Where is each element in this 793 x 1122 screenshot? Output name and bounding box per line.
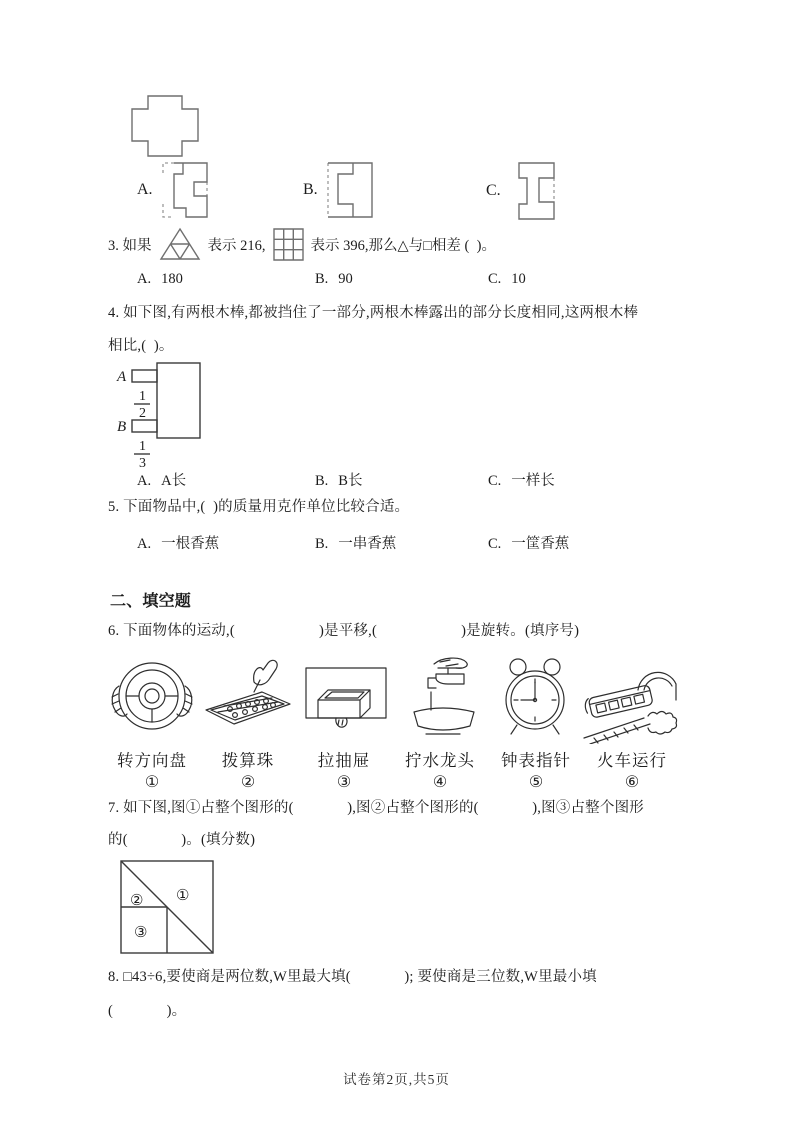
q4-option-c: C. 一样长 xyxy=(488,473,555,489)
q4-frac-a-den: 2 xyxy=(139,406,146,421)
q6-text: 6. 下面物体的运动,( )是平移,( )是旋转。(填序号) xyxy=(108,623,580,639)
q3-text-1: 3. 如果 xyxy=(108,237,152,254)
q2-option-b-label: B. xyxy=(303,181,318,198)
q6-item-drawer xyxy=(296,654,392,792)
q6-item-train xyxy=(584,654,680,792)
q3-option-c: C. 10 xyxy=(488,271,526,287)
q5-text: 5. 下面物品中,( )的质量用克作单位比较合适。 xyxy=(108,499,410,515)
q8-text-line1: 8. □43÷6,要使商是两位数,W里最大填( ); 要使商是三位数,W里最小填 xyxy=(108,969,597,985)
q7-label-1: ① xyxy=(176,888,190,904)
q7-square-figure xyxy=(120,860,214,954)
q6-item-abacus xyxy=(200,654,296,792)
q7-text-line1: 7. 如下图,图①占整个图形的( ),图②占整个图形的( ),图③占整个图形 xyxy=(108,800,644,816)
q6-caption-faucet: 拧水龙头 xyxy=(405,751,475,770)
q6-caption-abacus: 拨算珠 xyxy=(221,751,275,770)
q6-caption-steering-wheel: 转方向盘 xyxy=(117,751,187,770)
q2-shape-a xyxy=(162,162,208,218)
drawer-icon xyxy=(298,654,390,744)
q4-text-line2: 相比,( )。 xyxy=(108,338,174,354)
q7-text-line2: 的( )。(填分数) xyxy=(108,832,256,848)
q5-option-c: C. 一筐香蕉 xyxy=(488,536,570,552)
q6-number-6: ⑥ xyxy=(624,774,640,791)
q3-text-3: 表示 396,那么△与□相差 ( )。 xyxy=(310,237,496,254)
abacus-icon xyxy=(202,654,294,744)
q6-caption-drawer: 拉抽屉 xyxy=(317,751,371,770)
q2-option-c-label: C. xyxy=(486,182,501,199)
train-icon xyxy=(582,654,682,744)
q6-number-1: ① xyxy=(144,774,160,791)
page-footer: 试卷第2页,共5页 xyxy=(343,1072,450,1087)
q4-frac-a-num: 1 xyxy=(139,389,146,404)
q6-number-3: ③ xyxy=(336,774,352,791)
q6-item-steering-wheel xyxy=(104,654,200,792)
q2-option-b xyxy=(303,162,373,218)
q6-item-clock xyxy=(488,654,584,792)
q2-option-a xyxy=(137,162,208,218)
q2-shape-b xyxy=(327,162,373,218)
q6-item-faucet xyxy=(392,654,488,792)
section2-title: 二、填空题 xyxy=(110,593,192,610)
q6-number-2: ② xyxy=(240,774,256,791)
q6-caption-train: 火车运行 xyxy=(597,751,667,770)
q2-option-c xyxy=(486,162,556,220)
q3-text-line xyxy=(108,226,496,262)
q5-options xyxy=(137,532,569,553)
cross-shape-figure xyxy=(131,95,199,157)
q2-option-a-label: A. xyxy=(137,181,153,198)
q3-options xyxy=(137,271,526,288)
q6-caption-clock: 钟表指针 xyxy=(501,751,571,770)
q4-option-b: B. B长 xyxy=(315,473,363,489)
q4-stick-b-label: B xyxy=(117,419,127,435)
q4-sticks-figure xyxy=(112,356,224,472)
q4-text-line1: 4. 如下图,有两根木棒,都被挡住了一部分,两根木棒露出的部分长度相同,这两根木棒 xyxy=(108,305,639,321)
q4-frac-b-num: 1 xyxy=(139,439,146,454)
q6-figure-row xyxy=(104,654,680,792)
q3-text-2: 表示 216, xyxy=(207,237,266,254)
q7-label-2: ② xyxy=(130,893,144,909)
q2-shape-c xyxy=(510,162,556,220)
q4-frac-b-den: 3 xyxy=(139,456,146,471)
q7-label-3: ③ xyxy=(134,925,148,941)
q6-number-4: ④ xyxy=(432,774,448,791)
q3-option-b: B. 90 xyxy=(315,271,353,287)
q4-stick-a-label: A xyxy=(117,369,127,385)
q5-option-a: A. 一根香蕉 xyxy=(137,536,220,552)
alarm-clock-icon xyxy=(492,654,580,744)
q8-text-line2: ( )。 xyxy=(108,1003,187,1019)
steering-wheel-icon xyxy=(106,654,198,744)
q4-option-a: A. A长 xyxy=(137,473,187,489)
q4-options xyxy=(137,469,555,490)
q5-option-b: B. 一串香蕉 xyxy=(315,536,397,552)
faucet-icon xyxy=(394,654,486,744)
q3-grid-symbol xyxy=(273,228,304,261)
q6-number-5: ⑤ xyxy=(528,774,544,791)
q3-option-a: A. 180 xyxy=(137,271,183,287)
q3-triangle-symbol xyxy=(159,227,201,261)
